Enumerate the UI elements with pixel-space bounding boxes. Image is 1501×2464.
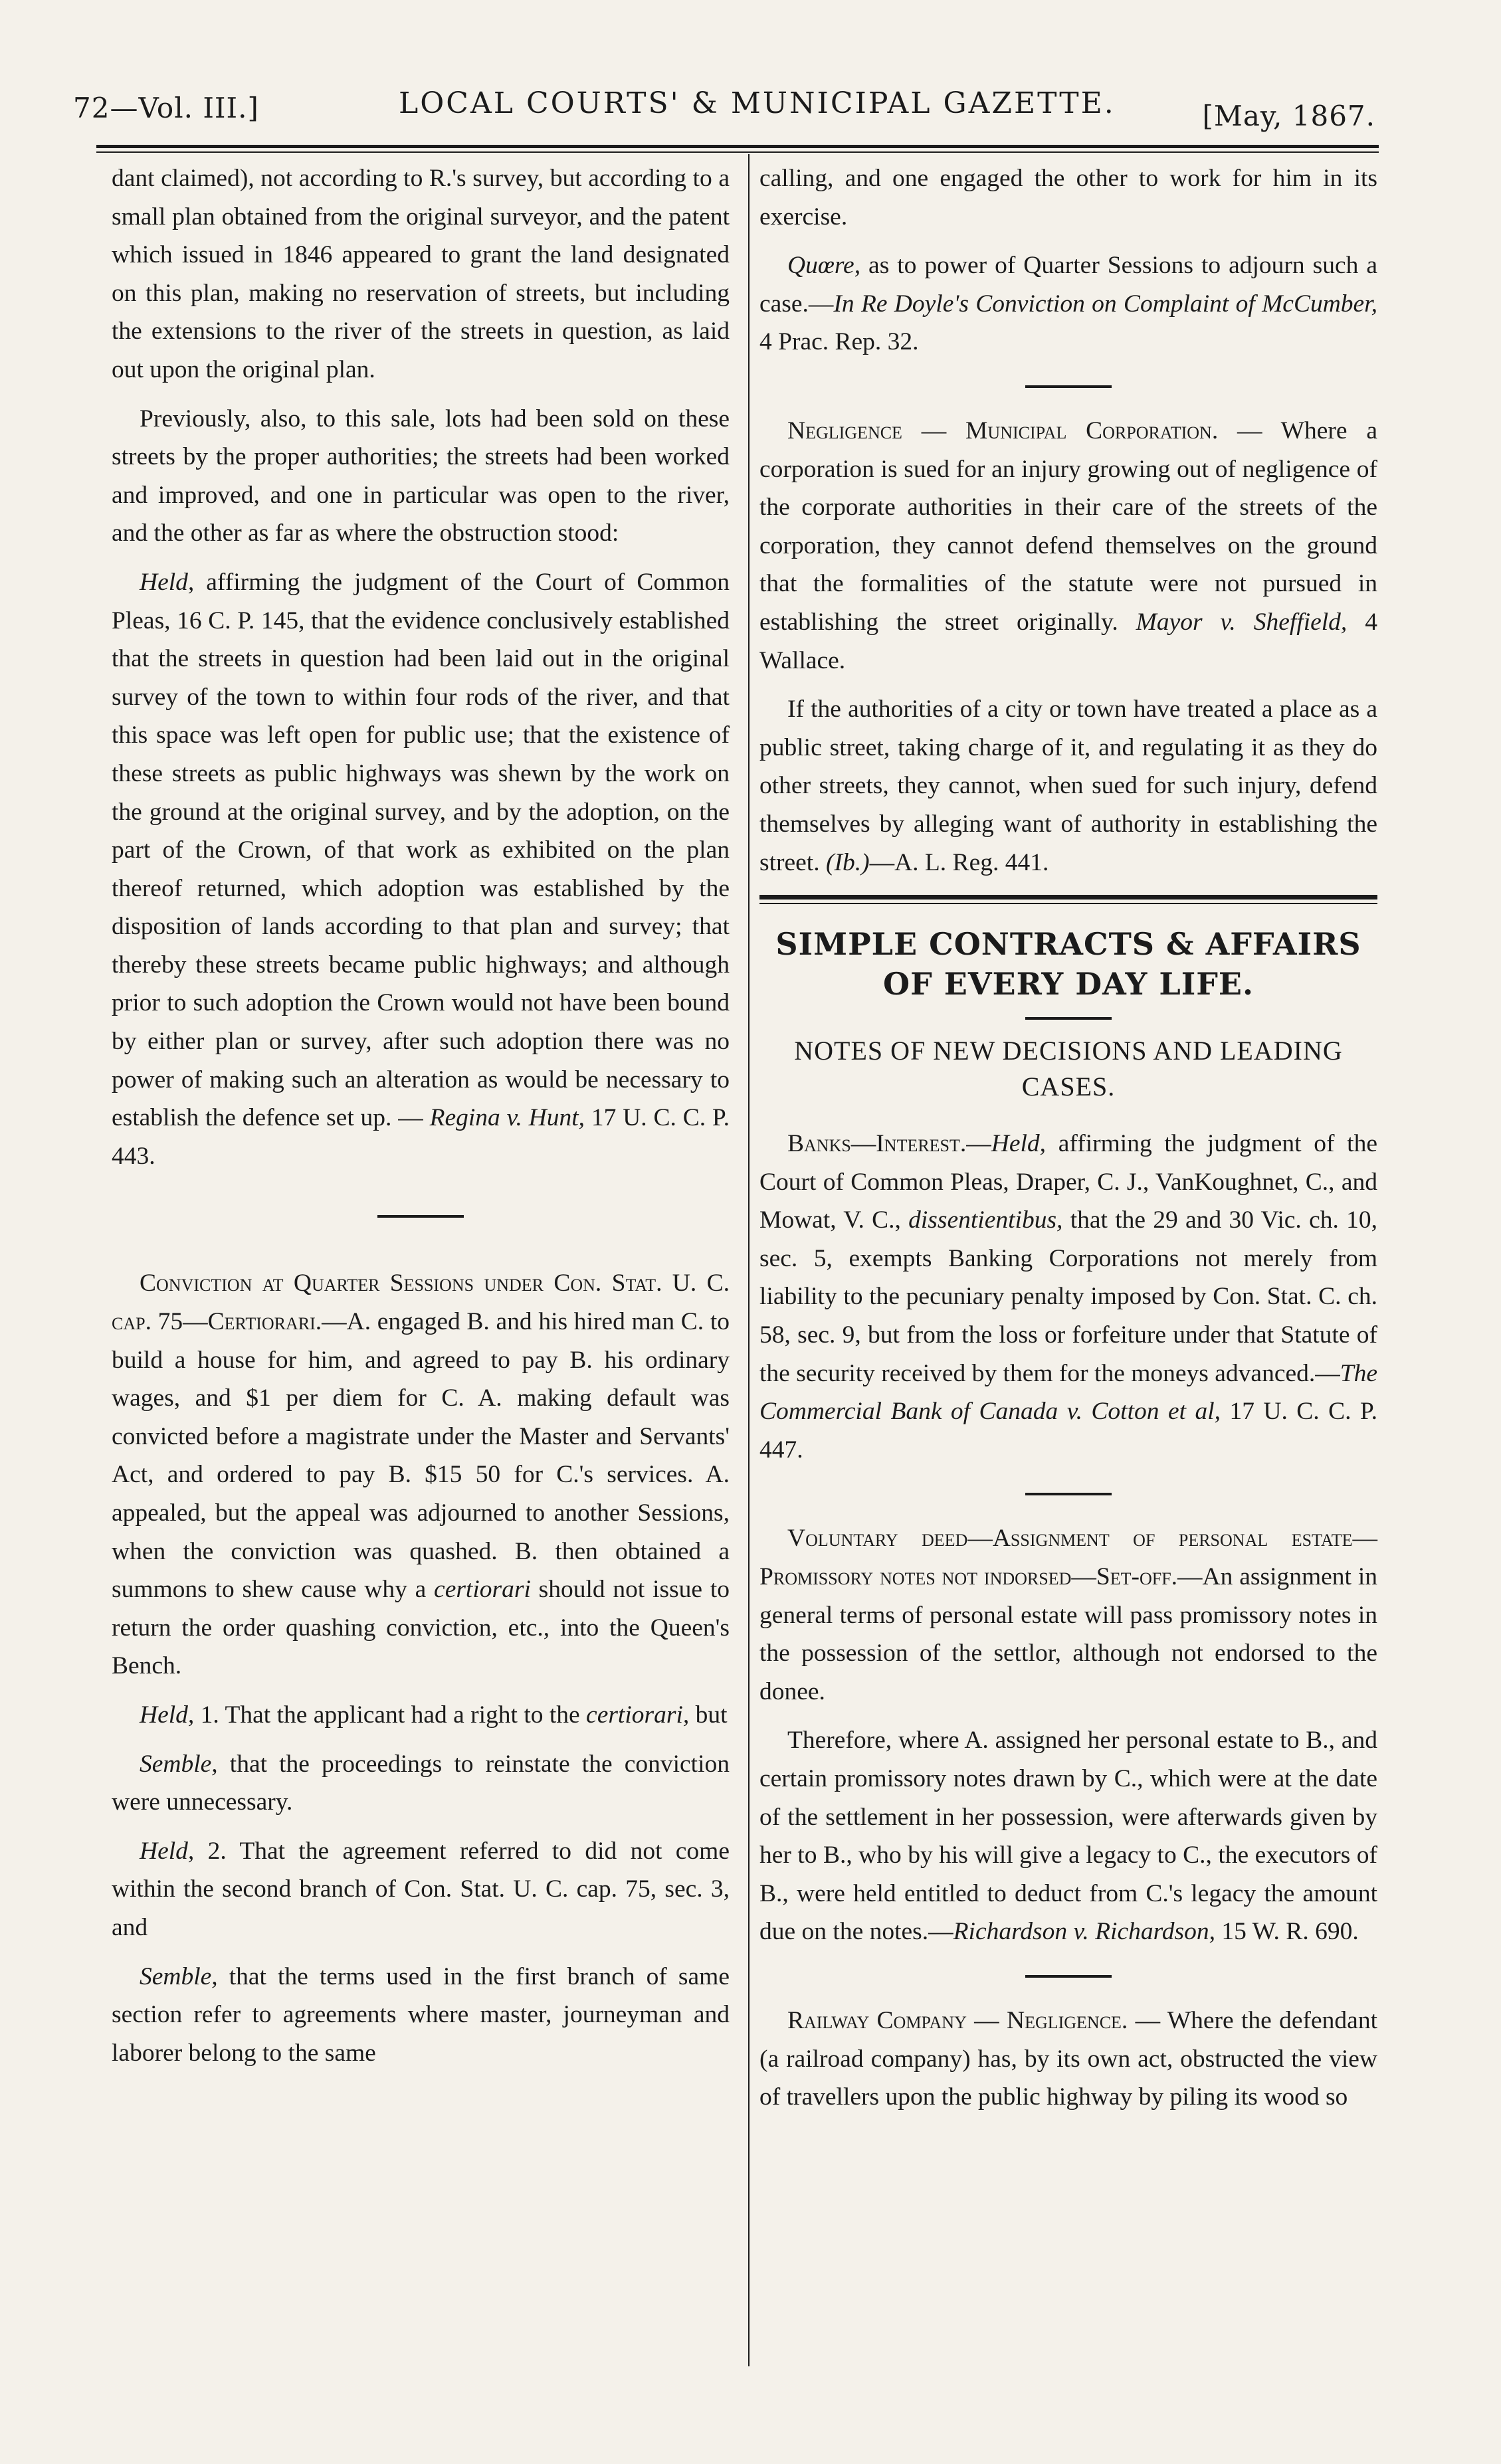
paragraph: Previously, also, to this sale, lots had been sold on these streets by the proper authorities; the streets had been worked and improved, and one in particular was open to the river, and the other as far as where the obstruction stood:: [112, 405, 730, 547]
publication-title: LOCAL COURTS' & MUNICIPAL GAZETTE.: [399, 86, 1116, 120]
section-rule: [377, 1215, 464, 1218]
paragraph: Voluntary deed—Assignment of personal estate—Promissory notes not indorsed—Set-off.—An assignment in general terms of personal estate will pass promissory notes in the possession of the settlor, although not endorsed to the donee.: [759, 1525, 1377, 1705]
paragraph: If the authorities of a city or town have treated a place as a public street, taking charge of it, and regulating it as they do other streets, they cannot, when sued for such injury, defend themselves by alleging want of authority in establishing the street. (Ib.)—A. L. Reg. 441.: [759, 696, 1377, 876]
paragraph: Semble, that the proceedings to reinstate the conviction were unnecessary.: [112, 1750, 730, 1816]
section-heavy-rule: [759, 895, 1377, 904]
paragraph: Held, 2. That the agreement referred to did not come within the second branch of Con. Stat. U. C. cap. 75, sec. 3, and: [112, 1837, 730, 1941]
paragraph: Held, affirming the judgment of the Court of Common Pleas, 16 C. P. 145, that the evidence conclusively established that the streets in question had been laid out in the original survey of the town to within four rods of the river, and that this space was left open for public use; that the existence of these streets as public highways was shewn by the work on the ground at the original survey, and by the adoption, on the part of the Crown, of that work as exhibited on the plan thereof returned, which adoption was established by the disposition of lands according to that plan and survey; that thereby these streets became public highways; and although prior to such adoption the Crown would not have been bound by either plan or survey, after such adoption there was no power of making such an alteration as would be necessary to establish the defence set up. — Regina v. Hunt, 17 U. C. C. P. 443.: [112, 568, 730, 1170]
page-header: [73, 66, 1375, 133]
sub-heading: NOTES OF NEW DECISIONS AND LEADING CASES.: [794, 1036, 1343, 1102]
section-heading: SIMPLE CONTRACTS & AFFAIRS OF EVERY DAY LIFE.: [775, 926, 1361, 1002]
section-rule: [1025, 385, 1112, 388]
paragraph: Held, 1. That the applicant had a right to the certiorari, but: [140, 1701, 728, 1729]
section-rule: [1025, 1975, 1112, 1978]
paragraph: Negligence — Municipal Corporation. — Where a corporation is sued for an injury growing out of negligence of the corporate authorities in their care of the streets of the corporation, they cannot defend themselves on the ground that the formalities of the statute were not pursued in establishing the street originally. Mayor v. Sheffield, 4 Wallace.: [759, 417, 1377, 674]
paragraph: Conviction at Quarter Sessions under Con. Stat. U. C. cap. 75—Certiorari.—A. engaged B. and his hired man C. to build a house for him, and agreed to pay B. his ordinary wages, and $1 per diem for C. A. making default was convicted before a magistrate under the Master and Servants' Act, and ordered to pay B. $15 50 for C.'s services. A. appealed, but the appeal was adjourned to another Sessions, when the conviction was quashed. B. then obtained a summons to shew cause why a certiorari should not issue to return the order quashing conviction, etc., into the Queen's Bench.: [112, 1270, 730, 1680]
header-rule: [96, 145, 1379, 153]
paragraph: calling, and one engaged the other to work for him in its exercise.: [759, 165, 1377, 231]
issue-date: [May, 1867.: [1202, 100, 1375, 132]
paragraph: Railway Company — Negligence. — Where the defendant (a railroad company) has, by its own act, obstructed the view of travellers upon the public highway by piling its wood so: [759, 2006, 1377, 2111]
paragraph: Semble, that the terms used in the first branch of same section refer to agreements where master, journeyman and laborer belong to the same: [112, 1962, 730, 2067]
column-divider: [748, 154, 750, 2366]
left-column: [112, 159, 730, 2083]
paragraph: dant claimed), not according to R.'s survey, but according to a small plan obtained from the original surveyor, and the patent which issued in 1846 appeared to grant the land designated on this plan, making no reservation of streets, but including the extensions to the river of the streets in question, as laid out upon the original plan.: [112, 165, 730, 383]
heading-rule: [1025, 1017, 1112, 1020]
section-rule: [1025, 1493, 1112, 1495]
right-column: [759, 159, 1377, 2127]
page-volume: 72—Vol. III.]: [73, 92, 259, 124]
paragraph: Therefore, where A. assigned her personal estate to B., and certain promissory notes drawn by C., which were at the date of the settlement in her possession, were afterwards given by her to B., who by his will give a legacy to C., the executors of B., were held entitled to deduct from C.'s legacy the amount due on the notes.—Richardson v. Richardson, 15 W. R. 690.: [759, 1727, 1377, 1946]
paragraph: Banks—Interest.—Held, affirming the judgment of the Court of Common Pleas, Draper, C. J., VanKoughnet, C., and Mowat, V. C., dissentientibus, that the 29 and 30 Vic. ch. 10, sec. 5, exempts Banking Corporations not merely from liability to the pecuniary penalty imposed by Con. Stat. C. ch. 58, sec. 9, but from the loss or forfeiture under that Statute of the security received by them for the moneys advanced.—The Commercial Bank of Canada v. Cotton et al, 17 U. C. C. P. 447.: [759, 1130, 1377, 1464]
paragraph: Quœre, as to power of Quarter Sessions to adjourn such a case.—In Re Doyle's Conviction on Complaint of McCumber, 4 Prac. Rep. 32.: [759, 252, 1377, 356]
